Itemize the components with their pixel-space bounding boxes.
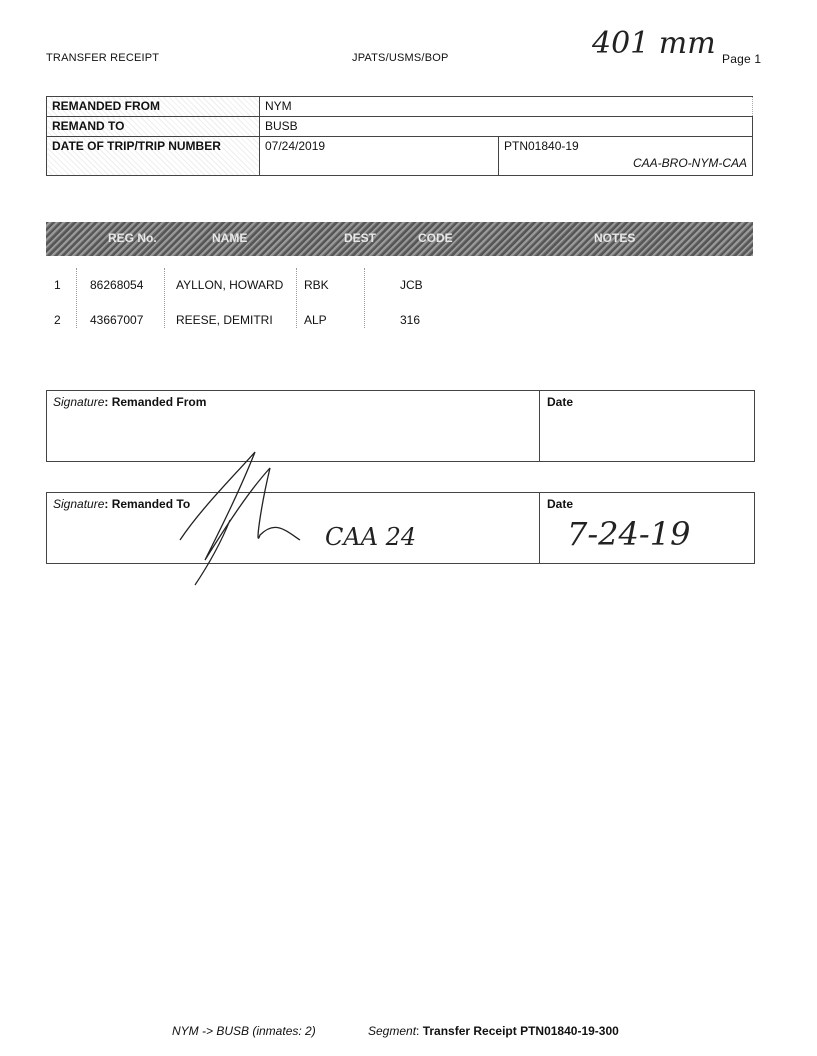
col-dest: DEST bbox=[344, 231, 377, 245]
trip-date: 07/24/2019 bbox=[260, 137, 499, 176]
signature-remanded-to-box bbox=[46, 492, 755, 564]
remand-to-label: REMAND TO bbox=[47, 117, 260, 137]
remand-to-value: BUSB bbox=[260, 117, 753, 137]
remanded-from-value: NYM bbox=[260, 97, 753, 117]
signature-from-label: Signature: Remanded From bbox=[53, 395, 207, 409]
col-notes: NOTES bbox=[594, 231, 636, 245]
date-label: Date bbox=[547, 395, 574, 409]
row-number: 1 bbox=[54, 278, 61, 292]
destination: RBK bbox=[304, 278, 329, 292]
reg-number: 43667007 bbox=[90, 313, 144, 327]
roster-header bbox=[46, 222, 753, 256]
inmate-name: REESE, DEMITRI bbox=[176, 313, 273, 327]
table-row bbox=[46, 274, 753, 296]
footer-route-summary: NYM -> BUSB (inmates: 2) bbox=[172, 1024, 316, 1038]
trip-number: PTN01840-19 bbox=[504, 139, 579, 153]
table-row bbox=[46, 309, 753, 331]
destination: ALP bbox=[304, 313, 327, 327]
signature-remanded-from-box bbox=[46, 390, 755, 462]
handwritten-note: CAA 24 bbox=[325, 523, 417, 551]
row-number: 2 bbox=[54, 313, 61, 327]
doc-title: TRANSFER RECEIPT bbox=[46, 52, 160, 64]
trip-label: DATE OF TRIP/TRIP NUMBER bbox=[47, 137, 260, 176]
col-name: NAME bbox=[212, 231, 248, 245]
code: 316 bbox=[400, 313, 421, 327]
inmate-name: AYLLON, HOWARD bbox=[176, 278, 284, 292]
code: JCB bbox=[400, 278, 423, 292]
remand-info-table bbox=[46, 96, 753, 176]
date-label: Date bbox=[547, 497, 574, 511]
trip-route: CAA-BRO-NYM-CAA bbox=[632, 156, 747, 170]
trip-number-cell bbox=[499, 137, 753, 176]
reg-number: 86268054 bbox=[90, 278, 144, 292]
handwritten-signature bbox=[160, 440, 340, 590]
col-code: CODE bbox=[418, 231, 453, 245]
handwritten-date: 7-24-19 bbox=[567, 515, 691, 553]
divider bbox=[539, 391, 540, 461]
signature-to-label: Signature: Remanded To bbox=[53, 497, 191, 511]
divider bbox=[539, 493, 540, 563]
remanded-from-label: REMANDED FROM bbox=[47, 97, 260, 117]
footer-segment: Segment: Transfer Receipt PTN01840-19-300 bbox=[368, 1024, 619, 1038]
page-number: Page 1 bbox=[722, 52, 762, 66]
col-reg-no: REG No. bbox=[108, 231, 157, 245]
doc-source: JPATS/USMS/BOP bbox=[352, 52, 449, 64]
handwritten-header-note: 401 mm bbox=[592, 26, 716, 61]
